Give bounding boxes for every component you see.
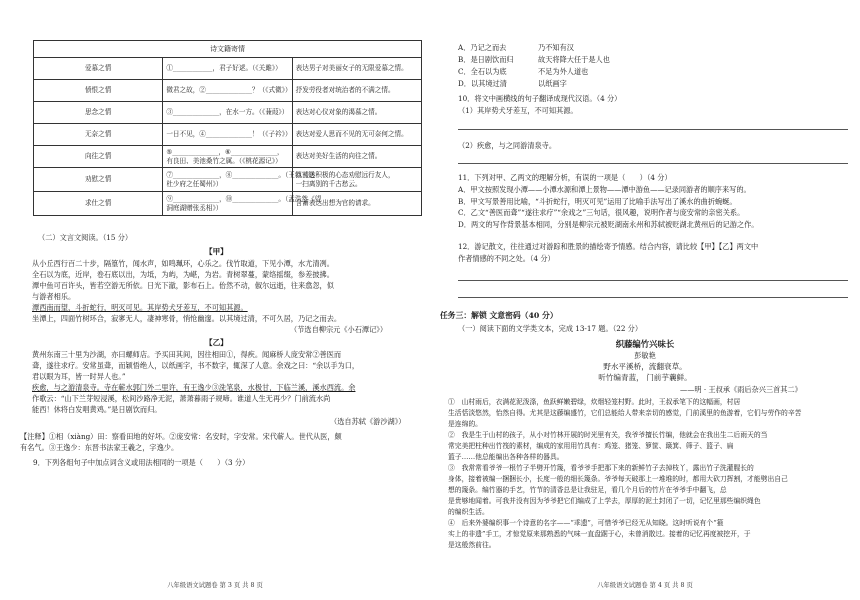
article-title: 织藤编竹兴味长	[615, 339, 675, 349]
section-heading-classical: （二）文言文阅读。（15 分）	[38, 233, 133, 242]
table-row	[34, 168, 422, 192]
passage-line: 潭西南而望，斗折蛇行，明灭可见。其岸势犬牙差互，不可知其源。	[32, 303, 248, 312]
article-line: ④ 后来外婆编织事一个诗意的名字——“乖遗”，可惜爷爷已经无从知晓。这时听说有个“箍	[448, 519, 724, 527]
epigraph-line-1: 野水平溪桥，流翻衰草。	[603, 362, 687, 371]
table-cell-note	[292, 168, 421, 192]
article-line: 生活恬淡悠然，怡然自得。尤其是这藤编盛竹，它们总能给人带来亲切的感觉，门前溪里的鱼游着，它们与劳作的辛苦	[448, 409, 802, 417]
table-row	[34, 58, 422, 80]
note-line: 含蓄表达出想为官的请求。	[295, 199, 375, 207]
question-line: 12．游记散文，往往通过对游踪和胜景的描绘寄予情感。结合内容，请比较【甲】【乙】两文中	[458, 242, 759, 251]
option-right: 以纸画字	[538, 79, 567, 88]
table-cell-poem[interactable]	[163, 102, 292, 124]
table-row	[34, 102, 422, 124]
question-12	[458, 241, 853, 264]
note-line: 抒发劳役者对统治者的不满之情。	[295, 86, 395, 94]
note-line: 表达对爱人思而不见的无可奈何之情。	[295, 130, 408, 138]
passage-line: 全石以为底，近岸，卷石底以出，为坻，为屿，为嵁，为岩。青树翠蔓，蒙络摇缀，参差披拂。	[32, 270, 334, 279]
question-9-options	[458, 42, 838, 90]
table-row	[34, 124, 422, 146]
passage-jia-source: （节选自柳宗元《小石潭记》）	[290, 325, 388, 334]
table-cell-topic: 爱慕之情	[34, 58, 163, 80]
article-line: 是贵够地闻着。可我并没有因为爷爷把它们编成了上学去，厚厚的泥土封闭了一切，记忆里那些编织绳色	[448, 497, 761, 505]
question-11: 11．下列对甲、乙两文的理解分析，有误的一项是（ ）（4 分）	[458, 173, 672, 182]
passage-yi-source: （选自苏轼《游沙湖》）	[330, 417, 406, 426]
option-left: B．是日剧饮而归	[458, 55, 514, 64]
answer-option: D．两文的写作背景基本相同，分别是柳宗元被贬湖南永州和苏轼被贬湖北黄州后的记游之作。	[458, 219, 759, 229]
epigraph-line-2: 听竹编青蓝， 门前芋蘘鲜。	[598, 373, 692, 382]
task-3-heading: 任务三：解锁 文意密码（40 分）	[440, 311, 558, 320]
passage-line: 潭中鱼可百许头，皆若空游无所依。日光下澈，影布石上。佁然不动，俶尔远逝，往来翕忽，似	[32, 281, 334, 290]
passage-line: 坐潭上，四面竹树环合，寂寥无人，凄神寒骨，悄怆幽邃。以其境过清，不可久居，乃记之而去。	[32, 314, 342, 323]
annotation-line: 【注释】①相（xiàng）田：察看田地的好坏。②庞安常：名安时，字安常。宋代蕲人。世代从医，颇	[20, 432, 342, 441]
page-footer: 八年级语文试题卷 第 3 页 共 8 页	[167, 582, 263, 589]
epigraph-source: ——明 · 王叔承《雨后杂兴三首其二》	[680, 385, 802, 394]
table-cell-poem[interactable]	[163, 192, 322, 216]
table-cell-poem[interactable]	[163, 146, 292, 168]
article-line: 的编织生活。	[448, 508, 489, 516]
article-line: 实上的非遗”手工，才惊觉原来那熟悉的气味一直盘踞于心，未曾消散过。接着的记忆再度被挖开，于	[448, 530, 751, 538]
question-11-options	[458, 184, 853, 230]
answer-option[interactable]	[458, 78, 838, 90]
passage-line: 从小丘西行百二十步，隔篁竹，闻水声，如鸣珮环，心乐之。伐竹取道，下见小潭，水尤清冽。	[32, 259, 334, 268]
option-right: 不足为外人道也	[538, 67, 589, 76]
question-10-sentence-2: （2）疾愈，与之同游清泉寺。	[458, 141, 557, 150]
question-line: 作者情感的不同之处。（4 分）	[458, 253, 555, 263]
passage-line: 黄州东南三十里为沙湖，亦曰螺师店。予买田其间，因往相田①，得疾。闻麻桥人庞安常②善医而	[32, 350, 342, 359]
passage-line: 聋，遂往求疗。安常虽聋，而颖悟绝人，以纸画字，书不数字，辄深了人意。余戏之曰：“余以手为口，	[32, 361, 360, 370]
table-cell-topic: 无奈之情	[34, 124, 163, 146]
answer-line[interactable]	[458, 297, 848, 298]
note-line: 表达对美好生活的向往之情。	[295, 152, 382, 160]
subsection-heading: （一）阅读下面的文学类文本，完成 13-17 题。（22 分）	[458, 324, 643, 333]
answer-line[interactable]	[458, 129, 848, 130]
option-right: 乃不知有汉	[538, 43, 574, 52]
poem-line: 有良田、美池桑竹之属。（《桃花源记》）	[166, 156, 282, 165]
option-right: 故天将降大任于是人也	[538, 55, 610, 64]
article-line: 想的篾条。编竹器的手艺，竹节的清香总是让我驻足，看几个月后的竹片在爷爷手中翻飞，总	[448, 486, 727, 494]
table-cell-note	[292, 80, 421, 102]
answer-option[interactable]	[458, 54, 838, 66]
article-line: ② 我是生于山村的孩子，从小对竹林开展的时光里有关，我爷爷擅长竹编，他就会在我出生二后雨天的当	[448, 431, 768, 439]
note-line: 表达对心仪对象的渴慕之情。	[295, 108, 382, 116]
annotations	[20, 431, 420, 453]
poem-line: ⑨______________，⑩______________。（孟浩然《望	[166, 194, 322, 203]
table-cell-poem[interactable]	[163, 124, 292, 146]
article-line: ① 山村雨后，衣满花泥泼涤，鱼跃鲜嫩碧绿，炊烟轻笼村野。此时，王叔承笔下的这幅画，村居	[448, 398, 741, 406]
article-line: ③ 我常常看爷爷一根竹子半劈开竹篾，看爷爷手把那下来的新鲜竹子去掉枝丫，露出竹子洗灌腥长的	[448, 464, 754, 472]
answer-option[interactable]	[458, 42, 838, 54]
answer-option[interactable]	[458, 66, 838, 78]
answer-option: B．甲文写景善用比喻，“斗折蛇行，明灭可见”运用了比喻手法写出了溪水的曲折蜿蜒。	[458, 196, 737, 206]
article-line: 篮子……他总能编出各种各样的器具。	[448, 453, 564, 461]
poem-line: 一日不见，④______________！（《子衿》）	[166, 130, 292, 138]
table-row	[34, 80, 422, 102]
answer-line[interactable]	[458, 280, 848, 281]
poem-line: ⑤______________，⑥______________，	[166, 147, 284, 156]
table-row	[34, 146, 422, 168]
article-line: 是连绵的。	[448, 420, 482, 428]
option-left: A．乃记之而去	[458, 43, 507, 52]
passage-line: 疾愈，与之游清泉寺。寺在蕲水郭门外二里许，有王逸少③洗笔泉，水极甘，下临兰溪，溪水西流。余	[32, 383, 356, 392]
passage-line: 能西！休将白发唱黄鸡。”是日剧饮而归。	[32, 405, 162, 414]
poem-line: ①____________，君子好逑。（《关雎》）	[166, 64, 282, 72]
passage-line: 作歌云：“山下兰芽短浸溪，松间沙路净无泥，萧萧暮雨子规啼。谁道人生无再少？门前流水尚	[32, 394, 331, 403]
passage-line: 与游者相乐。	[32, 292, 76, 301]
passage-yi-title: 【乙】	[205, 338, 228, 347]
poem-line: 洞庭湖赠张丞相》）	[166, 203, 223, 212]
article-line: 身体，接着被编一捆捆长小，长度一般的细长篾条。爷爷每天破那上一堆堆的时，都用大砍刀挥割，才能劈出自己	[448, 475, 788, 483]
table-cell-note	[292, 146, 421, 168]
page-footer: 八年级语文试题卷 第 4 页 共 8 页	[597, 582, 693, 589]
table-cell-topic: 思念之情	[34, 102, 163, 124]
answer-option: C．乙文“善医而聋”“遂往求疗”“余戏之”三句话，很风趣，说明作者与庞安常的亲密关系。	[458, 208, 745, 217]
option-left: C．全石以为底	[458, 67, 507, 76]
poem-fill-table	[33, 40, 422, 216]
table-cell-topic: 求仕之情	[34, 192, 163, 216]
poem-line: 微君之故，②______________？（《式微》）	[166, 86, 292, 94]
passage-jia	[20, 258, 420, 324]
note-line: 一扫离别的千古愁云。	[295, 179, 362, 188]
answer-line[interactable]	[458, 163, 848, 164]
table-cell-note	[292, 58, 421, 80]
table-cell-topic: 愤恨之情	[34, 80, 163, 102]
table-cell-poem[interactable]	[163, 80, 292, 102]
article-body	[448, 397, 853, 551]
table-row	[34, 192, 422, 216]
article-line: 是这般然前往。	[448, 541, 496, 549]
passage-yi	[20, 349, 420, 415]
passage-jia-title: 【甲】	[205, 247, 228, 256]
poem-line: ③______________，在水一方。（《蒹葭》）	[166, 108, 289, 116]
table-caption: 诗文籍寄情	[34, 41, 422, 58]
note-line: 表达男子对美丽女子的无限爱慕之情。	[295, 64, 408, 72]
article-author: 彭敏艳	[634, 351, 656, 360]
passage-line: 君以眼为耳，皆一时异人也。”	[32, 372, 126, 381]
table-cell-note	[292, 124, 421, 146]
answer-option: A．甲文按照发现小潭——小潭水源和潭上景物——潭中游鱼——记录同游者的顺序来写的。	[458, 185, 751, 194]
question-10-sentence-1: （1）其岸势犬牙差互，不可知其源。	[458, 106, 578, 115]
option-left: D．以其境过清	[458, 79, 507, 88]
table-cell-topic: 向往之情	[34, 146, 163, 168]
annotation-line: 有名气。③王逸少：东晋书法家王羲之，字逸少。	[20, 443, 179, 452]
question-10: 10．将文中画横线的句子翻译成现代汉语。（4 分）	[458, 94, 622, 103]
table-cell-poem[interactable]	[163, 58, 292, 80]
table-cell-poem[interactable]	[163, 168, 315, 192]
article-line: 常完美把柱种出竹筏的素材，编成的家用用竹具有：鸡笼、猪笼、箩筐、簸箕、筛子、篮子、扁	[448, 442, 734, 450]
poem-line: 杜少府之任蜀州》）	[166, 179, 223, 188]
exam-page-4	[430, 0, 860, 600]
note-line: 以豁达积极的心态劝慰远行友人，	[295, 170, 395, 179]
question-9: 9．下列各组句子中加点词含义或用法相同的一项是（ ）（3 分）	[33, 458, 250, 467]
poem-line: ⑦______________，⑧______________。（王勃《送	[166, 170, 315, 179]
table-cell-note	[292, 102, 421, 124]
table-cell-topic: 劝慰之情	[34, 168, 163, 192]
